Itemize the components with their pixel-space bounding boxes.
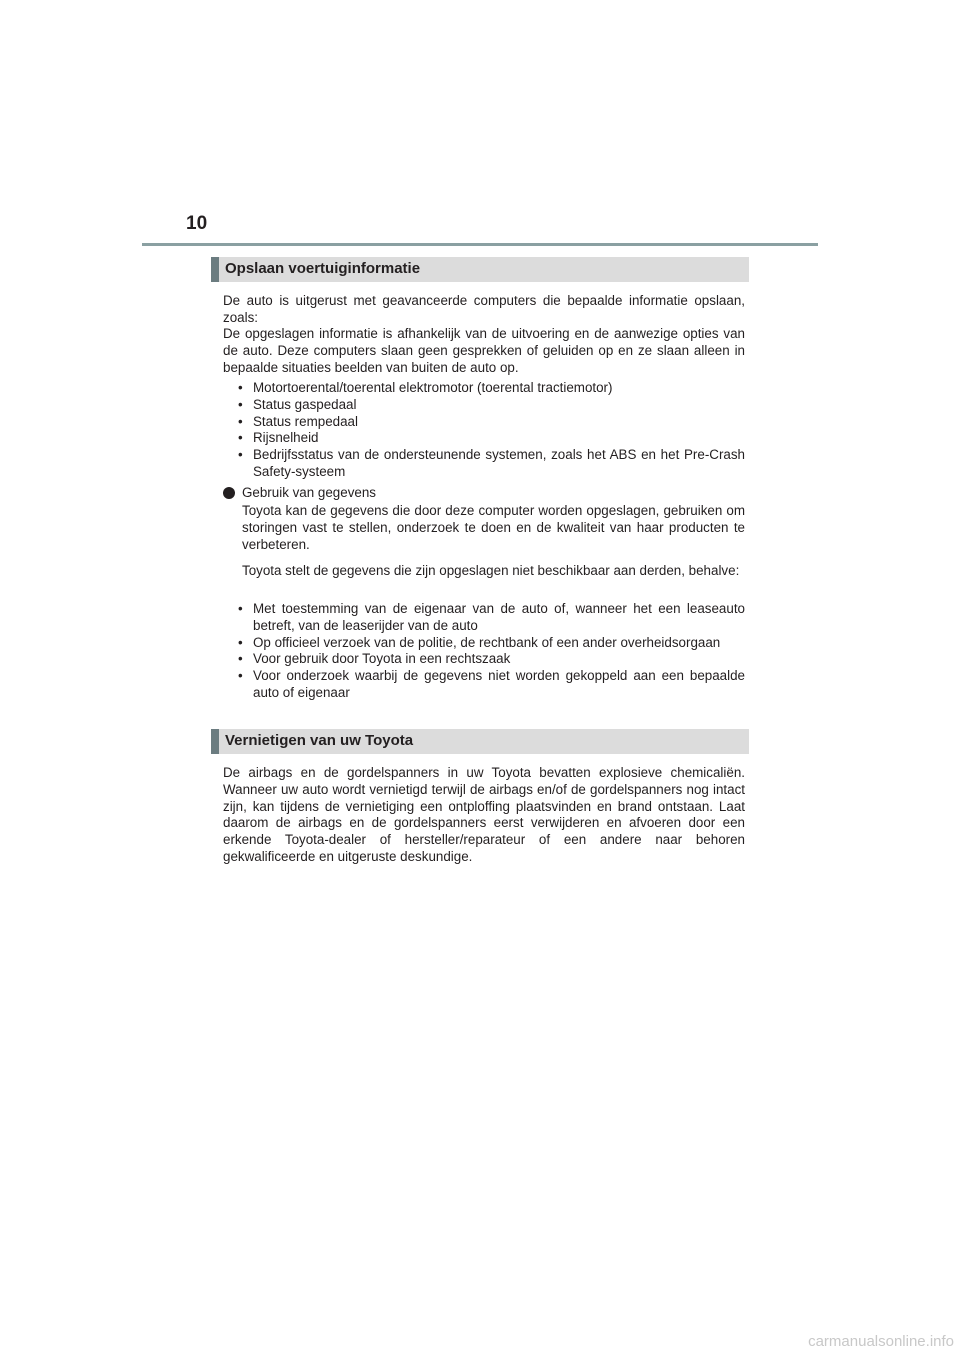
subsection-title: Gebruik van gegevens [242,485,376,500]
intro-paragraph: De auto is uitgerust met geavanceerde computers die bepaalde informatie opslaan, zoals: [223,293,745,325]
intro-paragraph-2: De opgeslagen informatie is afhankelijk van de uitvoering en de aanwezige opties van de auto. Deze computers slaan geen gesprekken of geluiden op en ze slaan alleen in bepaalde situaties beelden van buiten de auto op. [223,326,745,375]
exceptions-list [223,601,745,702]
bullet-icon: • [238,651,243,667]
list-item: • Voor onderzoek waarbij de gegevens niet worden gekoppeld aan een bepaalde auto of eigenaar [238,668,745,700]
bullet-icon: • [238,634,243,650]
bullet-icon: • [238,447,243,463]
list-item: • Voor gebruik door Toyota in een rechtszaak [238,651,511,667]
section-heading-disposal [211,729,749,754]
list-item: • Rijsnelheid [238,430,319,446]
section-title: Vernietigen van uw Toyota [225,732,414,749]
list-item: • Status gaspedaal [238,396,357,412]
usage-paragraph-2: Toyota stelt de gegevens die zijn opgeslagen niet beschikbaar aan derden, behalve: [242,563,740,578]
section-heading-storage [211,257,749,282]
list-item: • Met toestemming van de eigenaar van de auto of, wanneer het een leaseauto betreft, van de leaserijder van de auto [238,601,745,633]
page-number: 10 [186,213,208,234]
bullet-icon: • [238,430,243,446]
bullet-icon: • [238,668,243,684]
bullet-icon: • [238,601,243,616]
usage-paragraph: Toyota kan de gegevens die door deze computer worden opgeslagen, gebruiken om storingen vast te stellen, onderzoek te doen en de kwaliteit van haar producten te verbeteren. [242,503,745,552]
circle-bullet-icon [223,487,235,499]
list-item: • Status rempedaal [238,413,358,429]
list-item: • Bedrijfsstatus van de ondersteunende systemen, zoals het ABS en het Pre-Crash Safety-systeem [238,447,745,479]
disposal-paragraph: De airbags en de gordelspanners in uw Toyota bevatten explosieve chemicaliën. Wanneer uw auto wordt vernietigd terwijl de airbags en/of de gordelspanners nog intact zijn, kan tijdens de vernietiging een ontploffing plaatsvinden en brand ontstaan. Laat daarom de airbags en de gordelspanners eerst verwijderen en afvoeren door een erkende Toyota-dealer of hersteller/reparateur of een andere naar behoren gekwalificeerde en uitgeruste deskundige. [223,765,745,864]
list-item: • Op officieel verzoek van de politie, de rechtbank of een ander overheidsorgaan [238,634,721,650]
footer-watermark: carmanualsonline.info [808,1333,954,1350]
list-item: • Motortoerental/toerental elektromotor (toerental tractiemotor) [238,380,613,395]
bullet-icon: • [238,380,243,395]
bullet-icon: • [238,396,243,412]
section-title: Opslaan voertuiginformatie [225,260,421,277]
stored-data-list [223,380,745,481]
header-rule [142,243,818,246]
bullet-icon: • [238,413,243,429]
